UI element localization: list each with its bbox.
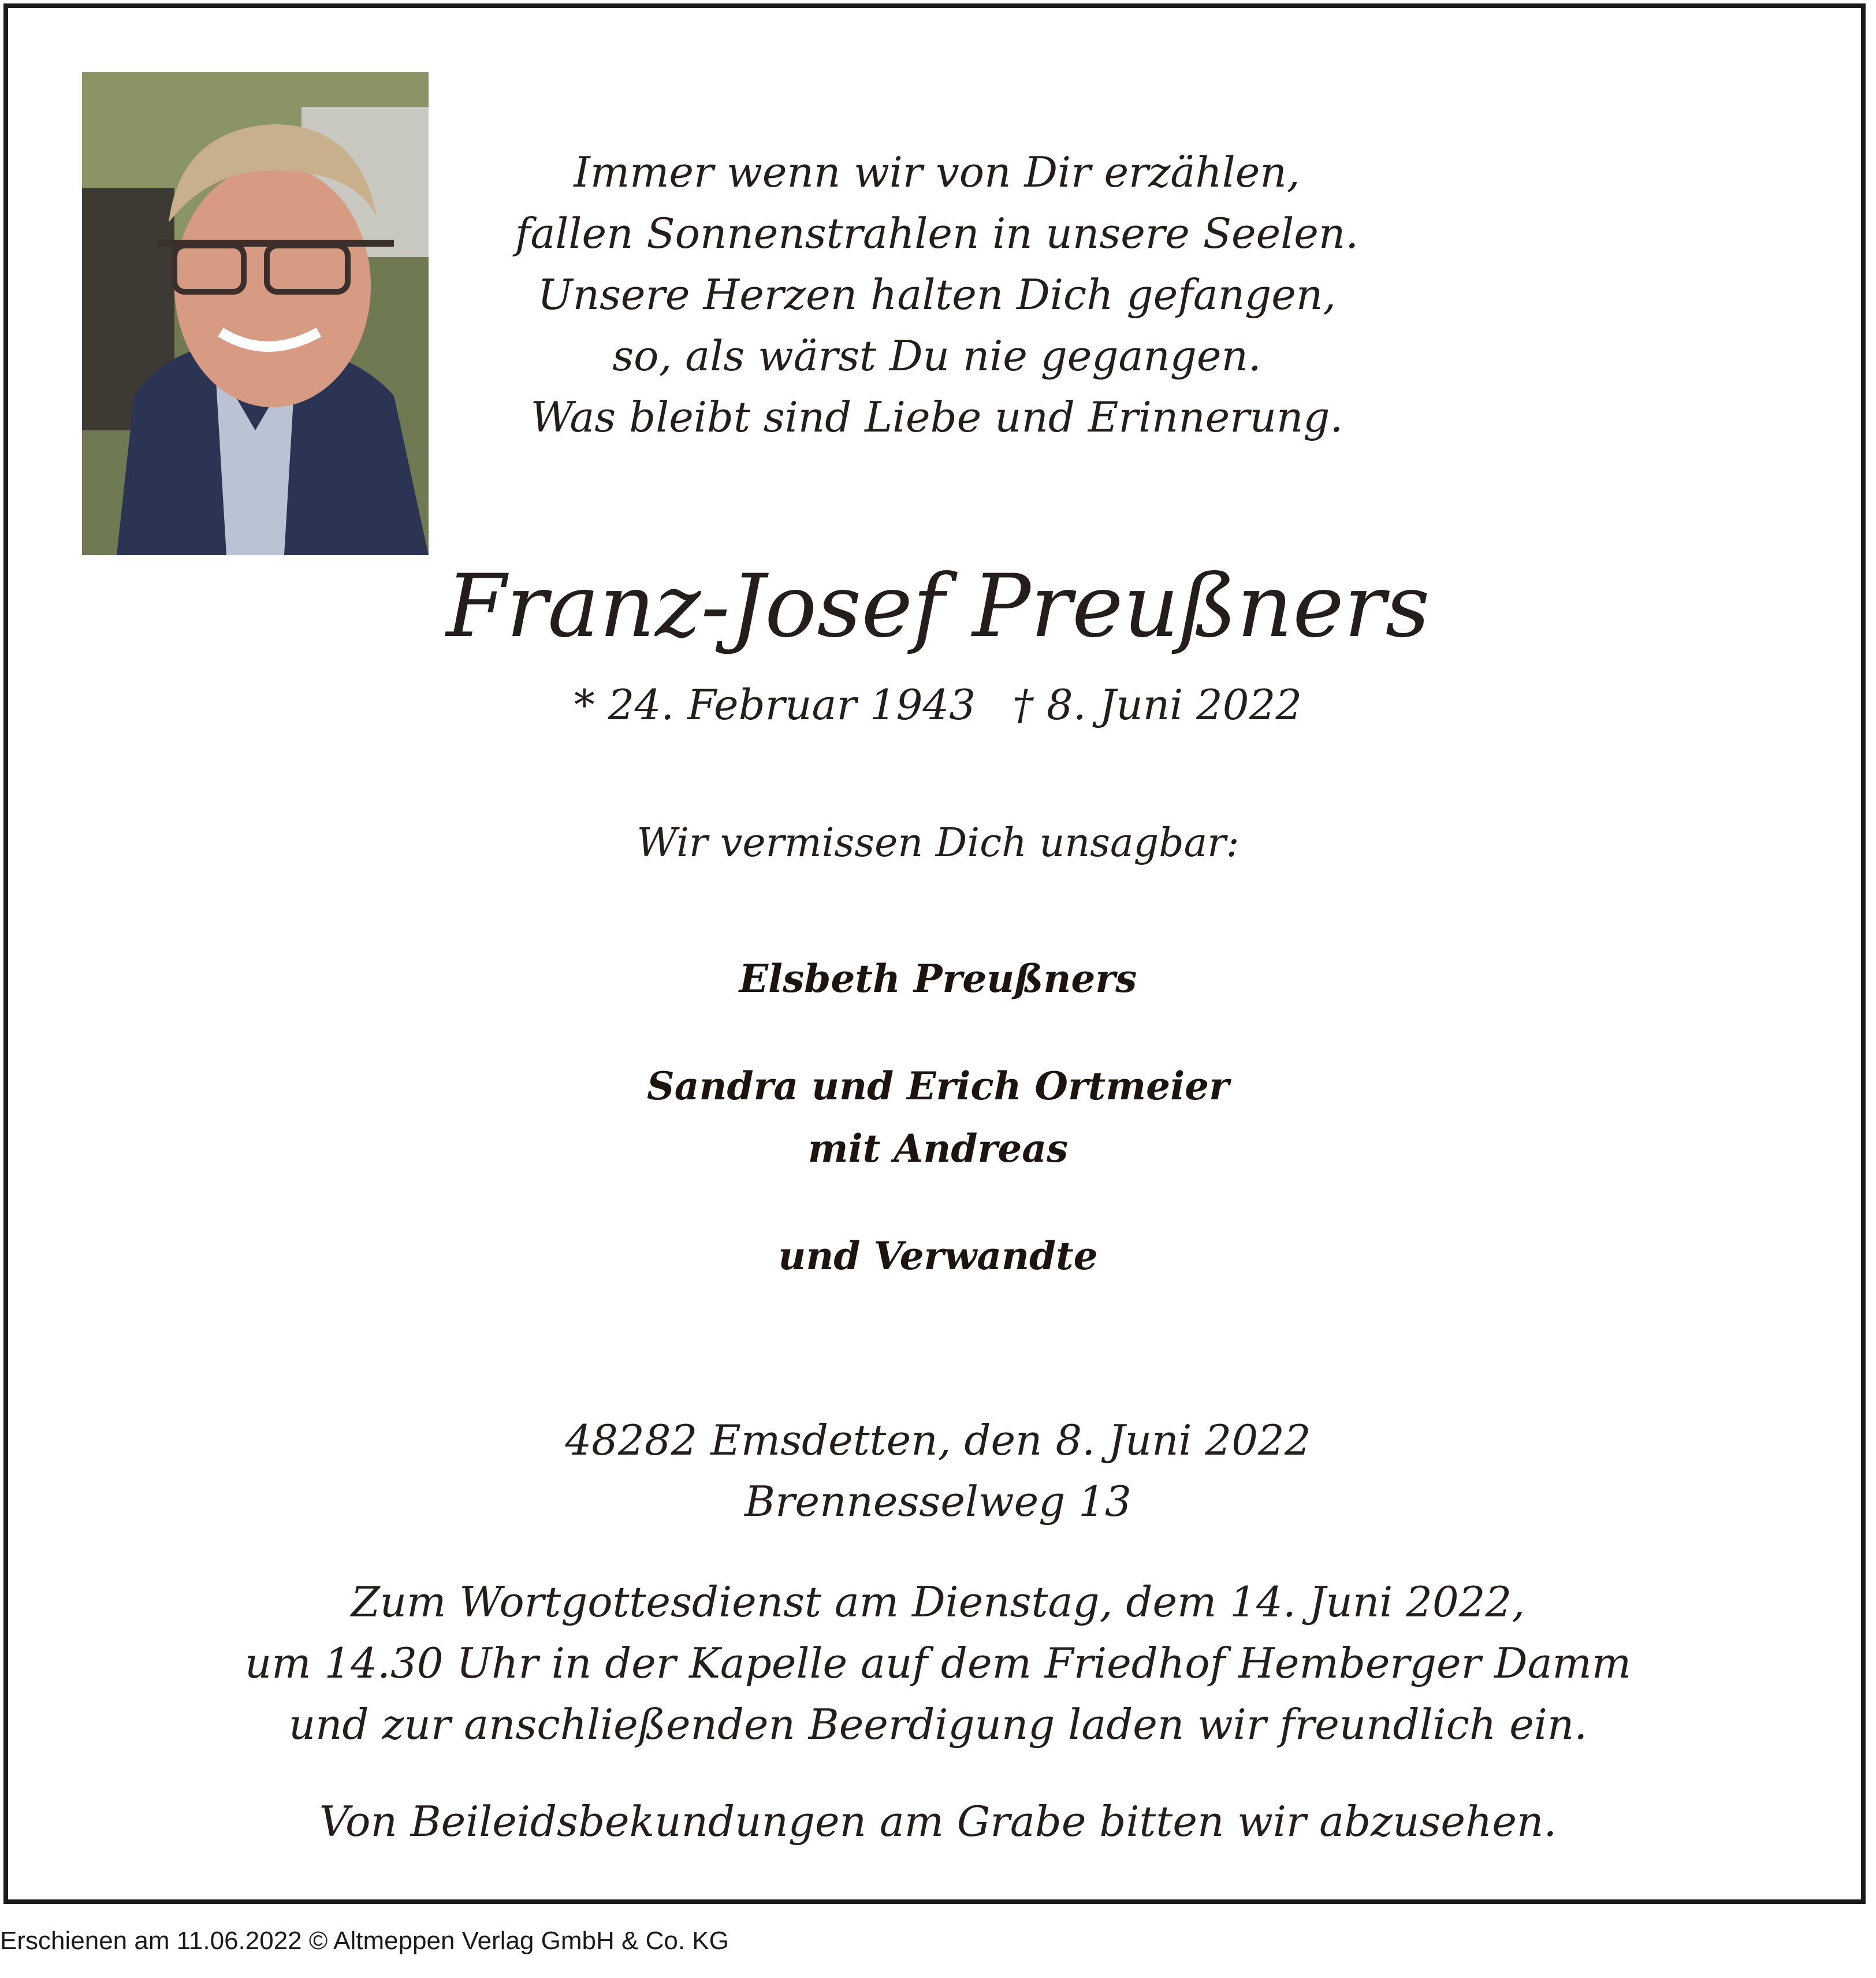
- service-line: Zum Wortgottesdienst am Dienstag, dem 14. Juni 2022,: [351, 1578, 1525, 1626]
- poem-line: fallen Sonnenstrahlen in unsere Seelen.: [515, 209, 1359, 258]
- mourner-name: Elsbeth Preußners: [739, 956, 1137, 1001]
- address-line: Brennesselweg 13: [745, 1477, 1131, 1526]
- mourner-name: mit Andreas: [807, 1126, 1069, 1171]
- poem-line: Immer wenn wir von Dir erzählen,: [574, 148, 1300, 196]
- mourning-line: Wir vermissen Dich unsagbar:: [636, 820, 1240, 866]
- service-line: und zur anschließenden Beerdigung laden wir freundlich ein.: [288, 1700, 1588, 1749]
- poem-line: Was bleibt sind Liebe und Erinnerung.: [530, 393, 1343, 441]
- mourner-name: und Verwandte: [778, 1233, 1098, 1278]
- poem: [429, 142, 1445, 448]
- service-block: [0, 1571, 1876, 1755]
- condolence-note: Von Beileidsbekundungen am Grabe bitten wir abzusehen.: [319, 1797, 1557, 1846]
- life-dates: [0, 676, 1876, 734]
- poem-line: so, als wärst Du nie gegangen.: [612, 332, 1261, 380]
- address-line: 48282 Emsdetten, den 8. Juni 2022: [565, 1416, 1311, 1464]
- portrait-photo: [82, 72, 429, 555]
- address-block: [0, 1410, 1876, 1532]
- poem-line: Unsere Herzen halten Dich gefangen,: [537, 270, 1337, 319]
- service-line: um 14.30 Uhr in der Kapelle auf dem Friedhof Hemberger Damm: [244, 1639, 1632, 1687]
- deceased-name: Franz-Josef Preußners: [446, 556, 1430, 657]
- mourner-name: Sandra und Erich Ortmeier: [647, 1064, 1229, 1109]
- birth-date: * 24. Februar 1943: [574, 681, 976, 729]
- death-date: † 8. Juni 2022: [1013, 681, 1302, 729]
- publication-footer: Erschienen am 11.06.2022 © Altmeppen Verlag GmbH & Co. KG: [0, 1927, 729, 1955]
